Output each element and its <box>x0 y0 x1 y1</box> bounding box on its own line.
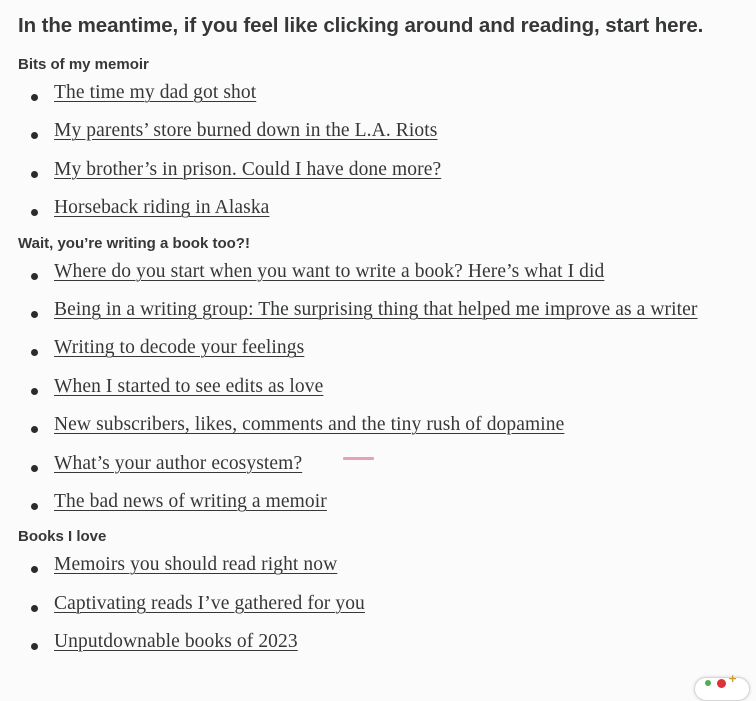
writing-link-bad-news-memoir[interactable]: The bad news of writing a memoir <box>54 490 327 512</box>
bullet-icon <box>31 605 38 612</box>
section-heading-memoir: Bits of my memoir <box>18 56 149 73</box>
bullet-icon <box>31 94 38 101</box>
list-item <box>18 489 756 527</box>
list-item <box>18 552 756 590</box>
list-item <box>18 412 756 450</box>
memoir-link-dad-shot[interactable]: The time my dad got shot <box>54 82 257 103</box>
list-item <box>18 335 756 373</box>
writing-link-dopamine[interactable]: New subscribers, likes, comments and the tiny rush of dopamine <box>54 414 565 436</box>
list-item <box>18 297 756 335</box>
list-item <box>18 451 756 489</box>
bullet-icon <box>31 349 38 356</box>
bullet-icon <box>31 465 38 472</box>
writing-link-edits-as-love[interactable]: When I started to see edits as love <box>54 375 324 397</box>
books-link-list <box>18 552 756 667</box>
list-item <box>18 157 756 195</box>
bullet-icon <box>31 503 38 510</box>
list-item <box>18 80 756 118</box>
memoir-link-brother-prison[interactable]: My brother’s in prison. Could I have done more? <box>54 158 442 180</box>
books-link-captivating-reads[interactable]: Captivating reads I’ve gathered for you <box>54 592 365 614</box>
bullet-icon <box>31 643 38 650</box>
section-heading-writing: Wait, you’re writing a book too?! <box>18 234 250 252</box>
books-link-memoirs-read-now[interactable]: Memoirs you should read right now <box>54 554 338 576</box>
section-heading-books: Books I love <box>18 528 107 546</box>
memoir-link-horseback-alaska[interactable]: Horseback riding in Alaska <box>54 197 270 219</box>
list-item <box>18 259 756 297</box>
writing-link-list <box>18 259 756 528</box>
article-content <box>18 0 756 667</box>
list-item <box>18 374 756 412</box>
bullet-icon <box>31 209 38 216</box>
writing-link-author-ecosystem[interactable]: What’s your author ecosystem? <box>54 452 303 474</box>
writing-link-decode-feelings[interactable]: Writing to decode your feelings <box>54 337 305 359</box>
list-item <box>18 629 756 667</box>
list-item <box>18 118 756 156</box>
list-item <box>18 591 756 629</box>
bullet-icon <box>31 388 38 395</box>
spellcheck-underline <box>343 457 374 460</box>
books-link-unputdownable-2023[interactable]: Unputdownable books of 2023 <box>54 631 298 653</box>
bullet-icon <box>31 171 38 178</box>
memoir-link-list <box>18 80 756 234</box>
bullet-icon <box>31 311 38 318</box>
bullet-icon <box>31 273 38 280</box>
plus-icon: + <box>728 672 738 685</box>
bullet-icon <box>31 426 38 433</box>
bullet-icon <box>31 132 38 139</box>
list-item <box>18 195 756 233</box>
floating-reaction-icon[interactable] <box>694 672 750 701</box>
memoir-link-store-burned[interactable]: My parents’ store burned down in the L.A. Riots <box>54 120 438 142</box>
bullet-icon <box>31 566 38 573</box>
writing-link-where-start[interactable]: Where do you start when you want to write a book? Here’s what I did <box>54 260 605 282</box>
writing-link-writing-group[interactable]: Being in a writing group: The surprising thing that helped me improve as a writer <box>54 298 698 320</box>
intro-heading: In the meantime, if you feel like clicking around and reading, start here. <box>18 14 704 37</box>
green-dot-icon <box>705 680 711 686</box>
